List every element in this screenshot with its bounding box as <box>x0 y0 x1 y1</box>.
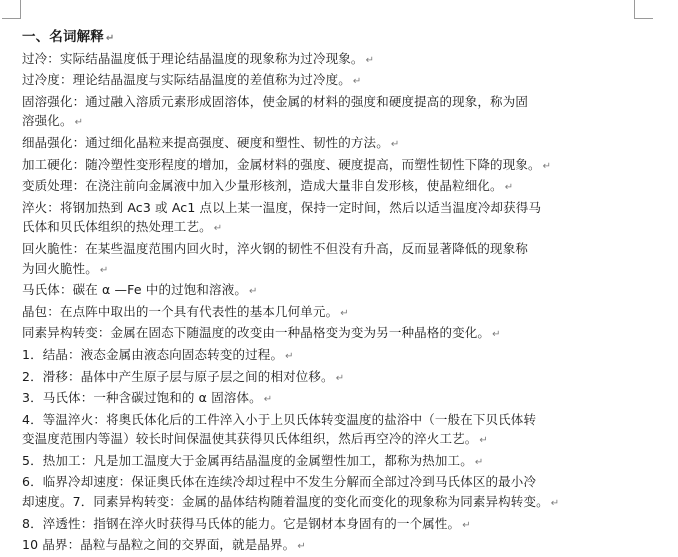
text-line <box>22 472 652 492</box>
text-line-content: 10 晶界：晶粒与晶粒之间的交界面，就是晶界。 <box>22 537 296 553</box>
text-line <box>22 429 652 451</box>
text-line-content: 4．等温淬火：将奥氏体化后的工件淬入小于上贝氏体转变温度的盐浴中（一般在下贝氏体转 <box>22 411 537 427</box>
paragraph-mark-icon: ↵ <box>285 350 294 362</box>
text-line-content: 2．滑移：晶体中产生原子层与原子层之间的相对位移。 <box>22 368 334 384</box>
paragraph-mark-icon: ↵ <box>352 76 362 88</box>
page-corner-mark-left <box>2 0 21 19</box>
text-line-content: 过冷：实际结晶温度低于理论结晶温度的现象称为过冷现象。 <box>22 50 364 66</box>
paragraph-mark-icon: ↵ <box>213 223 223 235</box>
paragraph-mark-icon: ↵ <box>504 182 514 194</box>
paragraph-mark-icon: ↵ <box>335 372 345 384</box>
text-line <box>22 49 652 71</box>
paragraph-mark-icon: ↵ <box>297 541 306 553</box>
text-line <box>22 514 652 536</box>
document-body[interactable] <box>22 28 652 557</box>
text-line-content: 回火脆性：在某些温度范围内回火时，淬火钢的韧性不但没有升高，反而显著降低的现象称 <box>22 240 529 256</box>
page-corner-mark-right <box>634 0 653 19</box>
text-line-content: 3．马氏体：一种含碳过饱和的 α 固溶体。 <box>22 390 262 406</box>
text-line-content: 加工硬化：随冷塑性变形程度的增加，金属材料的强度、硬度提高，而塑性韧性下降的现象。 <box>22 156 541 172</box>
paragraph-mark-icon: ↵ <box>263 394 273 406</box>
text-line-content: 淬火：将钢加热到 Ac3 或 Ac1 点以上某一温度，保持一定时间，然后以适当温度冷却获得马 <box>22 199 542 215</box>
text-line-content: 为回火脆性。 <box>22 260 98 276</box>
text-line <box>22 176 652 198</box>
text-line-content: 溶强化。 <box>22 113 73 129</box>
text-line <box>22 198 652 218</box>
paragraph-mark-icon: ↵ <box>74 117 84 129</box>
text-line-content: 变温度范围内等温）较长时间保温使其获得贝氏体组织，然后再空冷的淬火工艺。 <box>22 431 478 447</box>
section-heading: 一、名词解释 ↵ <box>22 29 115 45</box>
text-line-content: 同素异构转变：金属在固态下随温度的改变由一种晶格变为变为另一种晶格的变化。 <box>22 325 491 341</box>
text-line <box>22 367 652 389</box>
paragraph-mark-icon: ↵ <box>365 54 375 66</box>
text-line <box>22 280 652 302</box>
text-line <box>22 92 652 112</box>
text-line <box>22 217 652 239</box>
paragraph-mark-icon: ↵ <box>105 33 115 44</box>
text-line <box>22 492 652 514</box>
text-line-content: 细晶强化：通过细化晶粒来提高强度、硬度和塑性、韧性的方法。 <box>22 134 389 150</box>
text-line <box>22 451 652 473</box>
paragraph-mark-icon: ↵ <box>390 138 400 150</box>
text-line-content: 1．结晶：液态金属由液态向固态转变的过程。 <box>22 346 284 362</box>
text-line-content: 变质处理：在浇注前向金属液中加入少量形核剂，造成大量非自发形核，使晶粒细化。 <box>22 178 503 194</box>
text-line-content: 氏体和贝氏体组织的热处理工艺。 <box>22 219 212 235</box>
paragraph-mark-icon: ↵ <box>462 519 471 531</box>
text-line-content: 晶包：在点阵中取出的一个具有代表性的基本几何单元。 <box>22 303 339 319</box>
paragraph-mark-icon: ↵ <box>542 160 552 172</box>
text-line-content: 8．淬透性：指钢在淬火时获得马氏体的能力。它是钢材本身固有的一个属性。 <box>22 515 461 531</box>
definition-list <box>22 49 652 557</box>
paragraph-mark-icon: ↵ <box>99 264 109 276</box>
paragraph-mark-icon: ↵ <box>340 307 349 319</box>
paragraph-mark-icon: ↵ <box>474 456 484 468</box>
text-line <box>22 111 652 133</box>
paragraph-mark-icon: ↵ <box>479 435 488 447</box>
paragraph-mark-icon: ↵ <box>492 329 501 341</box>
text-line <box>22 388 652 410</box>
paragraph-mark-icon: ↵ <box>249 286 258 298</box>
text-line <box>22 302 652 324</box>
paragraph-mark-icon: ↵ <box>550 498 560 510</box>
text-line <box>22 70 652 92</box>
text-line <box>22 345 652 367</box>
text-line-content: 却速度。7．同素异构转变：金属的晶体结构随着温度的变化而变化的现象称为同素异构转变。 <box>22 494 549 510</box>
text-line <box>22 259 652 281</box>
text-line-content: 固溶强化：通过融入溶质元素形成固溶体，使金属的材料的强度和硬度提高的现象，称为固 <box>22 93 529 109</box>
text-line <box>22 155 652 177</box>
text-line-content: 马氏体：碳在 α —Fe 中的过饱和溶液。 <box>22 282 248 298</box>
text-line <box>22 239 652 259</box>
text-line-content: 过冷度：理论结晶温度与实际结晶温度的差值称为过冷度。 <box>22 72 351 88</box>
text-line-content: 6．临界冷却速度：保证奥氏体在连续冷却过程中不发生分解而全部过冷到马氏体区的最小冷 <box>22 474 537 490</box>
text-line-content: 5．热加工：凡是加工温度大于金属再结晶温度的金属塑性加工，都称为热加工。 <box>22 452 473 468</box>
text-line <box>22 323 652 345</box>
text-line <box>22 535 652 557</box>
text-line <box>22 133 652 155</box>
text-line <box>22 410 652 430</box>
